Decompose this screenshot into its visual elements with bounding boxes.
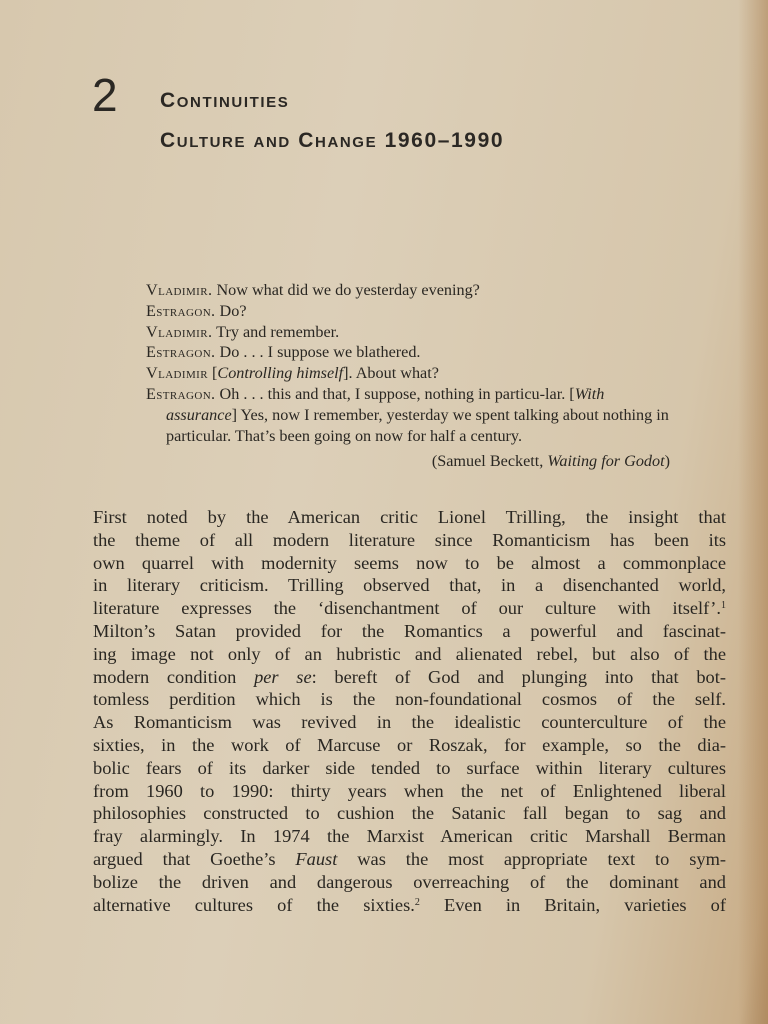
- body-paragraph: [93, 506, 726, 916]
- attribution-author: (Samuel Beckett,: [431, 452, 548, 471]
- dialogue-text: [: [207, 364, 218, 383]
- body-line: bolic fears of its darker side tended to surface within literary cultures: [93, 757, 726, 778]
- body-line: from 1960 to 1990: thirty years when the net of Enlightened liberal: [93, 780, 726, 801]
- dialogue-text: Do . . . I suppose we blathered.: [215, 343, 421, 362]
- chapter-subtitle: Culture and Change 1960–1990: [160, 129, 505, 152]
- epigraph-line: [146, 363, 670, 384]
- dialogue-text: Try and remember.: [212, 322, 340, 341]
- speaker-name: Vladimir.: [146, 322, 213, 341]
- body-line: As Romanticism was revived in the idealistic counterculture of the: [93, 712, 726, 733]
- body-line: bolize the driven and dangerous overreaching of the dominant and: [93, 871, 726, 892]
- attribution-close: ): [664, 452, 670, 471]
- footnote-marker: 1: [721, 600, 726, 612]
- stage-direction: Controlling himself: [217, 364, 344, 383]
- body-line-text: modern condition: [93, 666, 255, 687]
- body-line: [93, 597, 726, 620]
- epigraph-attribution: [146, 451, 670, 472]
- body-line: sixties, in the work of Marcuse or Roszak, for example, so the dia-: [93, 734, 726, 755]
- epigraph-line: [146, 384, 670, 446]
- body-line-text: argued that Goethe’s: [93, 848, 296, 869]
- dialogue-text: ] Yes, now I remember, yesterday we spent talking about nothing in particular. That’s been going on now for half a century.: [166, 405, 669, 445]
- body-line: [93, 848, 726, 871]
- body-line: Milton’s Satan provided for the Romantics a powerful and fascinat-: [93, 620, 726, 641]
- stage-direction: With assurance: [166, 384, 605, 424]
- body-line-text: alternative cultures of the sixties.: [93, 894, 415, 915]
- epigraph-line: [146, 280, 670, 301]
- chapter-title: Continuities: [160, 89, 290, 112]
- epigraph-line: [146, 342, 670, 363]
- body-line: own quarrel with modernity seems now to be almost a commonplace: [93, 552, 726, 573]
- speaker-name: Estragon.: [146, 384, 216, 403]
- epigraph-line: [146, 322, 670, 343]
- italic-phrase: per se: [254, 666, 312, 687]
- body-line: the theme of all modern literature since Romanticism has been its: [93, 529, 726, 550]
- chapter-number: 2: [92, 69, 118, 121]
- body-line-text: was the most appropriate text to sym-: [337, 848, 726, 869]
- body-line: [93, 894, 726, 917]
- dialogue-text: Oh . . . this and that, I suppose, nothing in particu-lar. [: [215, 384, 575, 403]
- footnote-marker: 2: [414, 896, 420, 908]
- dialogue-text: Now what did we do yesterday evening?: [212, 281, 480, 299]
- body-line: [93, 666, 726, 689]
- body-line: First noted by the American critic Lionel Trilling, the insight that: [93, 507, 726, 527]
- body-line-text: Even in Britain, varieties of: [419, 894, 726, 915]
- body-line: in literary criticism. Trilling observed that, in a disenchanted world,: [93, 575, 726, 596]
- attribution-work: Waiting for Godot: [547, 452, 665, 471]
- speaker-name: Vladimir: [146, 364, 208, 383]
- dialogue-text: Do?: [215, 301, 247, 320]
- body-line: philosophies constructed to cushion the Satanic fall began to sag and: [93, 803, 726, 824]
- page-edge-shadow: [738, 0, 768, 1024]
- body-line-text: : bereft of God and plunging into that bot-: [311, 666, 726, 687]
- epigraph-line: [146, 301, 670, 322]
- dialogue-text: ]. About what?: [343, 364, 439, 383]
- epigraph: [146, 280, 670, 472]
- italic-title: Faust: [295, 848, 338, 869]
- body-line: tomless perdition which is the non-foundational cosmos of the self.: [93, 689, 726, 710]
- body-line: fray alarmingly. In 1974 the Marxist American critic Marshall Berman: [93, 826, 726, 847]
- body-line: ing image not only of an hubristic and alienated rebel, but also of the: [93, 643, 726, 664]
- speaker-name: Estragon.: [146, 301, 216, 320]
- speaker-name: Vladimir.: [146, 281, 213, 299]
- body-line-text: literature expresses the ‘disenchantment of our culture with itself’.: [93, 598, 721, 619]
- speaker-name: Estragon.: [146, 343, 216, 362]
